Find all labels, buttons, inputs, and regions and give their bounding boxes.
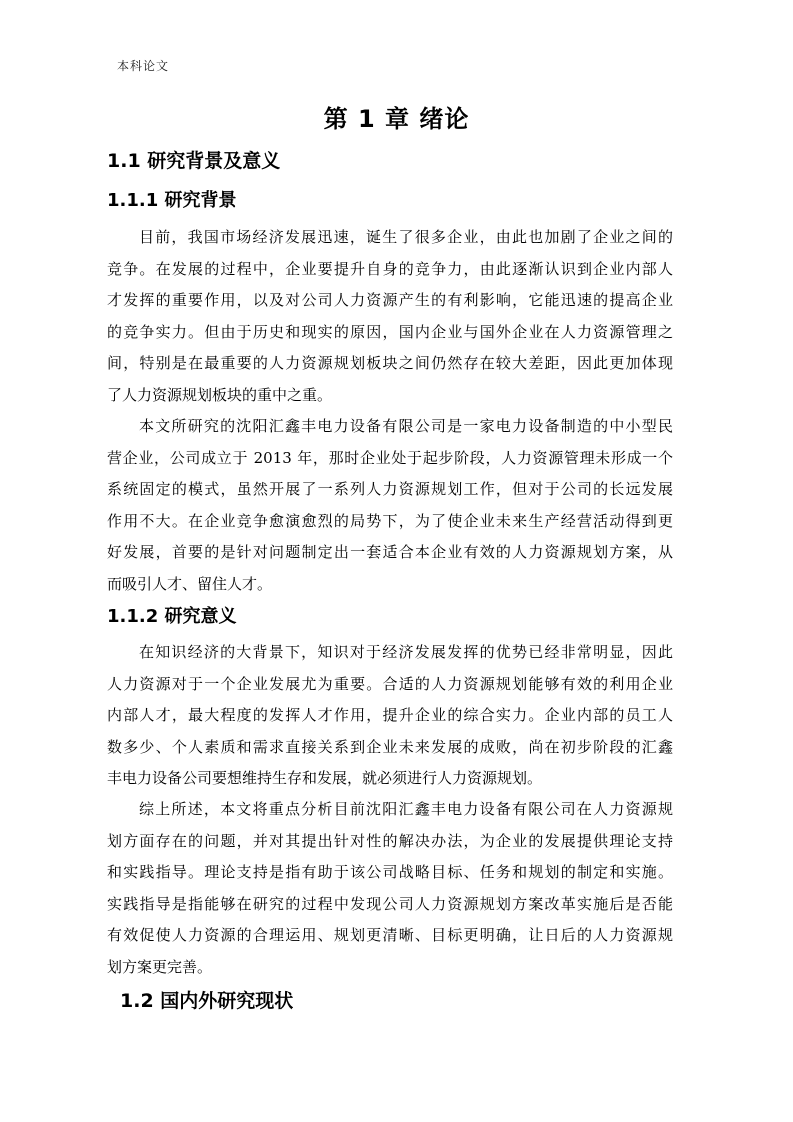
text-line: 系统固定的模式，虽然开展了一系列人力资源规划工作，但对于公司的长远发展 (107, 480, 673, 498)
text-line: 内部人才，最大程度的发挥人才作用，提升企业的综合实力。企业内部的员工人 (107, 706, 673, 724)
paragraph-background-2 (107, 411, 673, 600)
text-line: 人力资源对于一个企业发展尤为重要。合适的人力资源规划能够有效的利用企业 (107, 674, 673, 693)
text-line: 而吸引人才、留住人才。 (107, 574, 273, 593)
text-line: 综上所述，本文将重点分析目前沈阳汇鑫丰电力设备有限公司在人力资源规 (139, 800, 673, 818)
running-header: 本科论文 (117, 59, 170, 73)
subsection-heading-1-1-2: 1.1.2 研究意义 (107, 606, 237, 627)
text-line: 本文所研究的沈阳汇鑫丰电力设备有限公司是一家电力设备制造的中小型民 (139, 417, 673, 435)
text-line: 实践指导是指能够在研究的过程中发现公司人力资源规划方案改革实施后是否能 (107, 894, 673, 913)
chapter-title: 第 1 章 绪论 (323, 105, 470, 133)
text-line: 有效促使人力资源的合理运用、规划更清晰、目标更明确，让日后的人力资源规 (107, 926, 673, 944)
subsection-heading-1-1-1: 1.1.1 研究背景 (107, 190, 237, 211)
text-line: 数多少、个人素质和需求直接关系到企业未来发展的成败，尚在初步阶段的汇鑫 (107, 737, 673, 756)
text-line: 好发展，首要的是针对问题制定出一套适合本企业有效的人力资源规划方案，从 (107, 543, 673, 561)
paragraph-background-1 (107, 222, 673, 411)
text-line: 目前，我国市场经济发展迅速，诞生了很多企业，由此也加剧了企业之间的 (139, 228, 673, 246)
paragraph-significance-1 (107, 637, 673, 795)
text-line: 营企业，公司成立于 2013 年，那时企业处于起步阶段，人力资源管理未形成一个 (107, 448, 673, 467)
section-heading-1-1: 1.1 研究背景及意义 (107, 150, 281, 172)
text-line: 划方面存在的问题，并对其提出针对性的解决办法，为企业的发展提供理论支持 (107, 831, 673, 850)
text-line: 才发挥的重要作用，以及对公司人力资源产生的有利影响，它能迅速的提高企业 (107, 291, 673, 309)
text-line: 划方案更完善。 (107, 957, 213, 976)
section-heading-1-2: 1.2 国内外研究现状 (120, 990, 294, 1012)
text-line: 间，特别是在最重要的人力资源规划板块之间仍然存在较大差距，因此更加体现 (107, 354, 673, 372)
text-line: 竞争。在发展的过程中，企业要提升自身的竞争力，由此逐渐认识到企业内部人 (107, 259, 673, 278)
text-line: 的竞争实力。但由于历史和现实的原因，国内企业与国外企业在人力资源管理之 (107, 322, 673, 341)
text-line: 丰电力设备公司要想维持生存和发展，就必须进行人力资源规划。 (107, 769, 543, 787)
paragraph-significance-2 (107, 794, 673, 983)
text-line: 了人力资源规划板块的重中之重。 (107, 385, 333, 404)
text-line: 和实践指导。理论支持是指有助于该公司战略目标、任务和规划的制定和实施。 (107, 863, 673, 881)
text-line: 作用不大。在企业竞争愈演愈烈的局势下，为了使企业未来生产经营活动得到更 (107, 511, 673, 530)
text-line: 在知识经济的大背景下，知识对于经济发展发挥的优势已经非常明显，因此 (139, 643, 673, 661)
